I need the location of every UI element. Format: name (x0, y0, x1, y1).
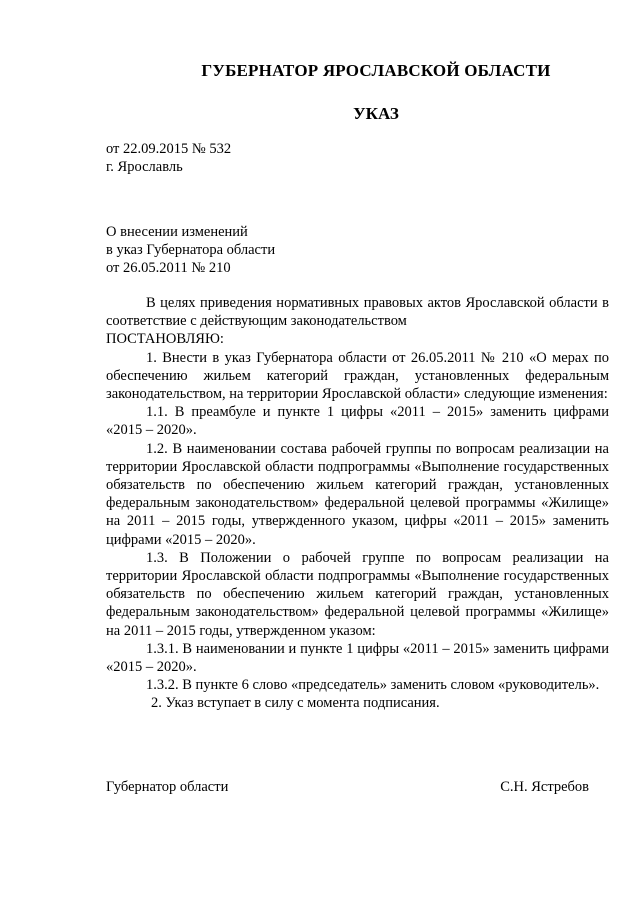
document-meta (106, 140, 231, 176)
item-1-1: 1.1. В преамбуле и пункте 1 цифры «2011 – 2015» заменить цифрами «2015 – 2020». (106, 404, 609, 439)
decree-word: ПОСТАНОВЛЯЮ: (106, 331, 224, 348)
item-1-3-1: 1.3.1. В наименовании и пункте 1 цифры «2011 – 2015» заменить цифрами «2015 – 2020». (106, 640, 609, 676)
item-1: 1. Внести в указ Губернатора области от 26.05.2011 № 210 «О мерах по обеспечению жильем категорий граждан, установленных федеральным законодательством, на территории Ярославской области» следующие изменения: (106, 349, 609, 403)
document-city: г. Ярославль (106, 159, 183, 175)
item-1-2: 1.2. В наименовании состава рабочей группы по вопросам реализации на территории Ярославской области подпрограммы «Выполнение государственных обязательств по обеспечению жильем категорий граждан, установленных федеральным законодательством» федеральной целевой программы «Жилище» на 2011 – 2015 годы, утвержденного указом, цифры «2011 – 2015» заменить цифрами «2015 – 2020». (106, 440, 609, 548)
item-1-3-2: 1.3.2. В пункте 6 слово «председатель» заменить словом «руководитель». (146, 677, 600, 694)
document-subject (106, 223, 275, 277)
item-2: 2. Указ вступает в силу с момента подписания. (151, 695, 440, 712)
preamble-paragraph: В целях приведения нормативных правовых актов Ярославской области в соответствие с действующим законодательством (106, 295, 609, 330)
signature-block (106, 779, 589, 796)
subject-line-2: в указ Губернатора области (106, 242, 276, 258)
document-kind: УКАЗ (353, 104, 399, 123)
document-body (106, 294, 609, 713)
item-1-3: 1.3. В Положении о рабочей группе по вопросам реализации на территории Ярославской области подпрограммы «Выполнение государственных обязательств по обеспечению жильем категорий граждан, установленных федеральным законодательством» федеральной целевой программы «Жилище» на 2011 – 2015 годы, утвержденном указом: (106, 549, 609, 639)
document-header-title: ГУБЕРНАТОР ЯРОСЛАВСКОЙ ОБЛАСТИ (201, 61, 551, 80)
signature-name: С.Н. Ястребов (500, 779, 589, 795)
subject-line-3: от 26.05.2011 № 210 (106, 260, 231, 276)
signature-position: Губернатор области (106, 779, 229, 795)
subject-line-1: О внесении изменений (106, 224, 248, 240)
document-date-number: от 22.09.2015 № 532 (106, 141, 232, 157)
